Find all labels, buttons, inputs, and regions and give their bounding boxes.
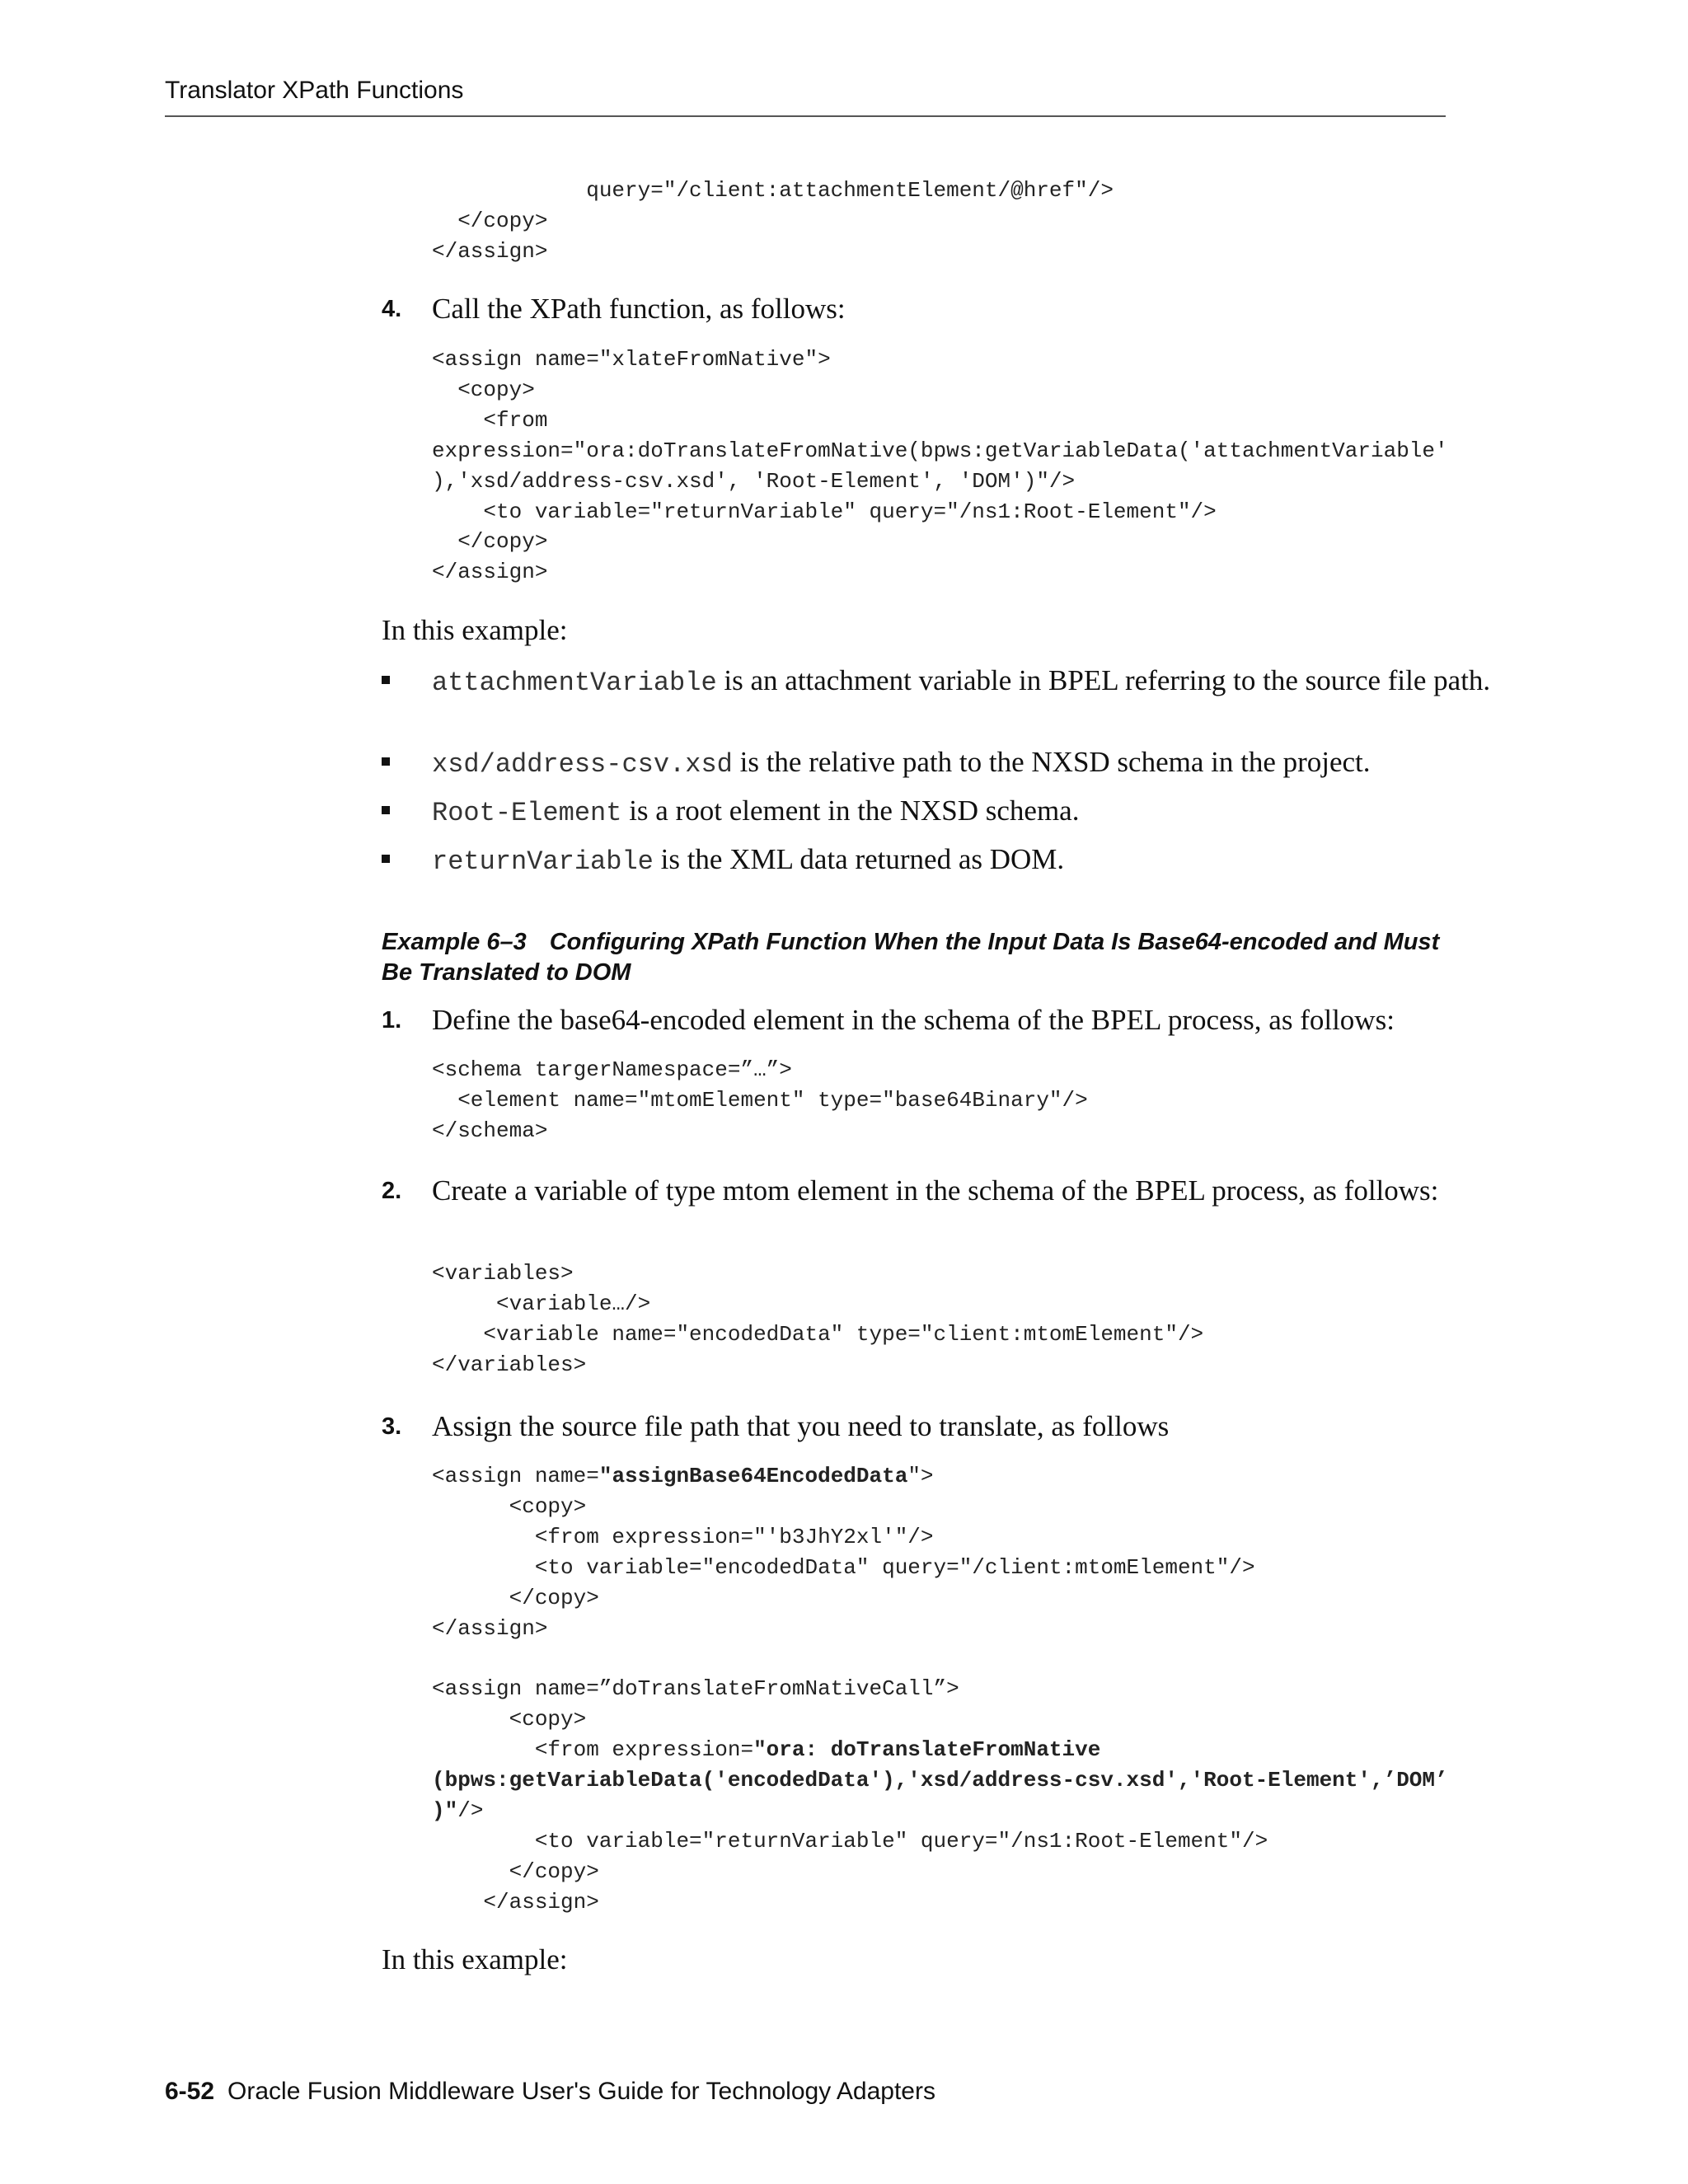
- code-text: ">: [907, 1464, 934, 1488]
- code-text: /> <to variable="returnVariable" query="/ns1:Root-Element"/> </copy> </assign>: [457, 1797, 1268, 1915]
- example-title: Configuring XPath Function When the Input Data Is Base64-encoded and Must Be Translated to DOM: [382, 929, 1440, 986]
- in-this-example-text: In this example:: [382, 1943, 568, 1975]
- bullet-code: returnVariable: [432, 846, 654, 877]
- step-text: Assign the source file path that you need to translate, as follows: [432, 1410, 1170, 1442]
- code-bold-text: "assignBase64EncodedData: [598, 1464, 908, 1488]
- code-block-xlate-from-native: <assign name="xlateFromNative"> <copy> <from expression="ora:doTranslateFromNative(bpws:getVariableData('attachmentVariable' ),'xsd/address-csv.xsd', 'Root-Element', 'DOM')"/> <to variable="returnVariable" query="/ns1:Root-Element"/> </copy> </assign>: [432, 347, 1448, 585]
- code-text: <assign name=: [432, 1464, 599, 1488]
- bullet-icon: [382, 676, 390, 684]
- step-number: 3.: [382, 1413, 402, 1440]
- code-block-schema: <schema targerNamespace=”…”> <element name="mtomElement" type="base64Binary"/> </schema>: [432, 1057, 1088, 1143]
- code-text: <copy> <from expression="'b3JhY2xl'"/> <to variable="encodedData" query="/client:mtomElement"/> </copy> </assign> <assign name=”doTranslateFromNativeCall”> <copy> <from expression=: [432, 1493, 1255, 1763]
- step-text: Define the base64-encoded element in the schema of the BPEL process, as follows:: [432, 1004, 1395, 1036]
- footer-page-number: 6-52: [165, 2078, 215, 2105]
- step-number: 4.: [382, 296, 402, 322]
- example-label: Example 6–3: [382, 929, 527, 955]
- bullet-icon: [382, 757, 390, 766]
- bullet-code: attachmentVariable: [432, 668, 717, 698]
- bullet-code: xsd/address-csv.xsd: [432, 749, 733, 780]
- bullet-code: Root-Element: [432, 798, 622, 828]
- step-number: 1.: [382, 1007, 402, 1033]
- bullet-description: is a root element in the NXSD schema.: [621, 794, 1080, 827]
- bullet-description: is the relative path to the NXSD schema in the project.: [732, 746, 1371, 778]
- footer-title: Oracle Fusion Middleware User's Guide for Technology Adapters: [227, 2078, 935, 2105]
- code-block-assign-translate: [432, 1461, 1448, 1918]
- bullet-description: is an attachment variable in BPEL referring to the source file path.: [716, 664, 1491, 696]
- code-block-assign-end: query="/client:attachmentElement/@href"/> </copy> </assign>: [432, 178, 1114, 264]
- bullet-text: [432, 843, 1495, 879]
- header-title: Translator XPath Functions: [165, 77, 464, 104]
- code-block-variables: <variables> <variable…/> <variable name="encodedData" type="client:mtomElement"/> </variables>: [432, 1261, 1204, 1377]
- in-this-example-text: In this example:: [382, 614, 568, 646]
- bullet-text: [432, 746, 1495, 781]
- bullet-text: [432, 664, 1495, 700]
- step-text: Call the XPath function, as follows:: [432, 293, 846, 325]
- example-caption: [382, 927, 1453, 988]
- bullet-text: [432, 794, 1495, 830]
- bullet-icon: [382, 855, 390, 863]
- page-footer: [165, 2077, 935, 2107]
- bullet-description: is the XML data returned as DOM.: [653, 843, 1065, 875]
- step-text: Create a variable of type mtom element in the schema of the BPEL process, as follows:: [432, 1174, 1439, 1207]
- code-bold-expression: "ora: doTranslateFromNative (bpws:getVariableData('encodedData'),'xsd/address-csv.xsd','Root-Element',’DOM’ )": [432, 1737, 1448, 1823]
- bullet-icon: [382, 806, 390, 814]
- step-number: 2.: [382, 1178, 402, 1204]
